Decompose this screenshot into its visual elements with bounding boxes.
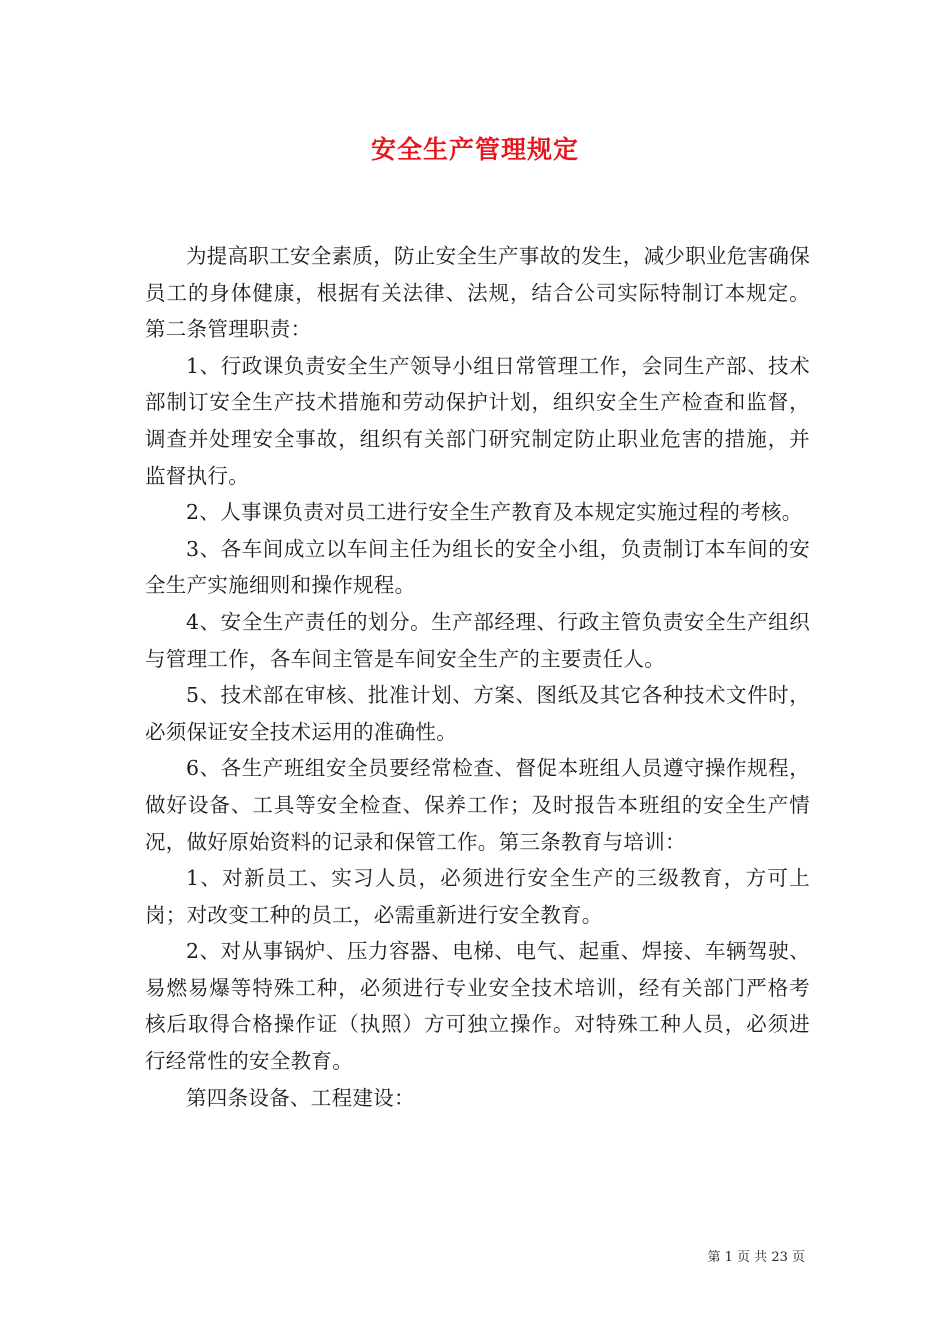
document-body — [145, 238, 810, 1116]
paragraph-article-4: 第四条设备、工程建设： — [186, 1085, 415, 1110]
page-number: 第 1 页 共 23 页 — [707, 1250, 805, 1265]
paragraph-training-2: 2、对从事锅炉、压力容器、电梯、电气、起重、焊接、车辆驾驶、易燃易爆等特殊工种，必须进行专业安全技术培训，经有关部门严格考核后取得合格操作证（执照）方可独立操作。对特殊工种人员，必须进行经常性的安全教育。 — [145, 939, 810, 1074]
paragraph-item-1: 1、行政课负责安全生产领导小组日常管理工作，会同生产部、技术部制订安全生产技术措施和劳动保护计划，组织安全生产检查和监督，调查并处理安全事故，组织有关部门研究制定防止职业危害的措施，并监督执行。 — [145, 353, 810, 488]
paragraph-training-1: 1、对新员工、实习人员，必须进行安全生产的三级教育，方可上岗；对改变工种的员工，必需重新进行安全教育。 — [145, 866, 810, 927]
paragraph-item-3: 3、各车间成立以车间主任为组长的安全小组，负责制订本车间的安全生产实施细则和操作规程。 — [145, 536, 810, 598]
paragraph-item-5: 5、技术部在审核、批准计划、方案、图纸及其它各种技术文件时，必须保证安全技术运用的准确性。 — [145, 683, 810, 744]
document-title: 安全生产管理规定 — [370, 135, 579, 164]
paragraph-item-6: 6、各生产班组安全员要经常检查、督促本班组人员遵守操作规程，做好设备、工具等安全检查、保养工作；及时报告本班组的安全生产情况，做好原始资料的记录和保管工作。第三条教育与培训： — [145, 756, 810, 854]
paragraph-intro: 为提高职工安全素质，防止安全生产事故的发生，减少职业危害确保员工的身体健康，根据有关法律、法规，结合公司实际特制订本规定。第二条管理职责： — [145, 244, 810, 342]
paragraph-item-2: 2、人事课负责对员工进行安全生产教育及本规定实施过程的考核。 — [186, 500, 803, 525]
paragraph-item-4: 4、安全生产责任的划分。生产部经理、行政主管负责安全生产组织与管理工作，各车间主管是车间安全生产的主要责任人。 — [145, 609, 810, 671]
